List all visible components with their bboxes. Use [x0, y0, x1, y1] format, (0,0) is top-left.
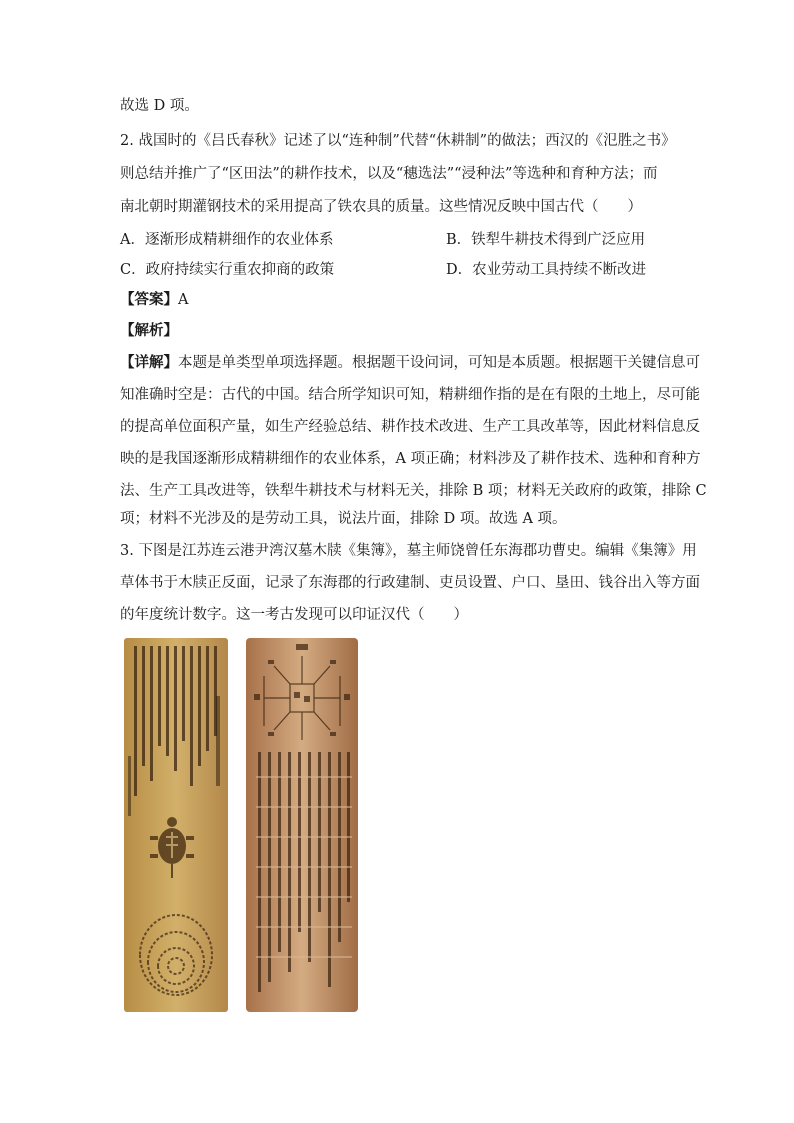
question-2-stem-line-2: 则总结并推广了“区田法”的耕作技术，以及“穗选法”“浸种法”等选种和育种方法；而: [120, 166, 658, 182]
option-c: C．政府持续实行重农抑商的政策: [120, 262, 335, 278]
detail-line-2: 知准确时空是：古代的中国。结合所学知识可知，精耕细作指的是在有限的土地上，尽可能: [120, 387, 700, 403]
analysis-tag: 【解析】: [120, 322, 178, 339]
detail-text-1: 本题是单类型单项选择题。根据题干设问词，可知是本质题。根据题干关键信息可: [178, 355, 700, 371]
question-3-stem-line-3: 的年度统计数字。这一考古发现可以印证汉代（ ）: [120, 607, 468, 623]
option-d: D．农业劳动工具持续不断改进: [446, 262, 647, 278]
wooden-tablets-figure: [120, 636, 360, 1014]
answer-tag: 【答案】: [120, 291, 178, 308]
question-3-stem-line-2: 草体书于木牍正反面，记录了东海郡的行政建制、吏员设置、户口、垦田、钱谷出入等方面: [120, 575, 700, 591]
question-2-stem-line-3: 南北朝时期灌钢技术的采用提高了铁农具的质量。这些情况反映中国古代（ ）: [120, 199, 642, 215]
detail-line-4: 映的是我国逐渐形成精耕细作的农业体系，A 项正确；材料涉及了耕作技术、选种和育种方: [120, 451, 701, 467]
analysis-heading: [120, 321, 178, 341]
question-3-stem-line-1: 3. 下图是江苏连云港尹湾汉墓木牍《集簿》，墓主师饶曾任东海郡功曹史。编辑《集簿》用: [120, 543, 697, 559]
option-a: A．逐渐形成精耕细作的农业体系: [120, 232, 334, 248]
detail-line-3: 的提高单位面积产量，如生产经验总结、耕作技术改进、生产工具改革等，因此材料信息反: [120, 419, 700, 435]
detail-tag: 【详解】: [120, 354, 178, 371]
detail-line-5: 法、生产工具改进等，铁犁牛耕技术与材料无关，排除 B 项；材料无关政府的政策，排除 C: [120, 483, 707, 499]
option-b: B．铁犁牛耕技术得到广泛应用: [446, 232, 646, 248]
answer-line: [120, 290, 188, 310]
previous-answer-conclusion: 故选 D 项。: [120, 98, 199, 114]
detail-line-6: 项；材料不光涉及的是劳动工具，说法片面，排除 D 项。故选 A 项。: [120, 511, 567, 527]
detail-line-1: [120, 353, 700, 373]
answer-value: A: [178, 292, 189, 308]
wooden-tablet-front-image: [120, 636, 232, 1014]
wooden-tablet-back-image: [244, 636, 360, 1014]
question-2-stem-line-1: 2. 战国时的《吕氏春秋》记述了以“连种制”代替“休耕制”的做法；西汉的《氾胜之书》: [120, 133, 676, 149]
